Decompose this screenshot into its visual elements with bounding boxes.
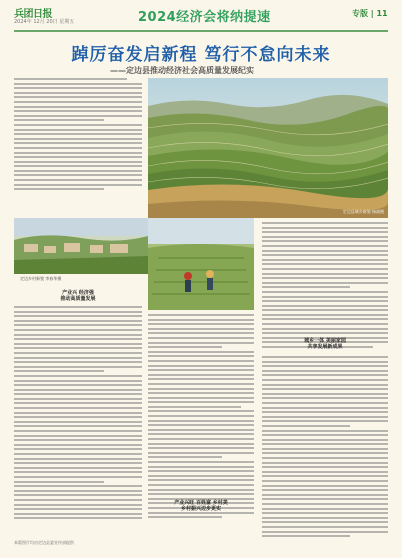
page-footer: 本版图片均由定边县委宣传部提供 <box>14 540 74 545</box>
section-tag: 专版 | 11 <box>352 9 388 18</box>
paper-name: 兵团日报 <box>14 9 52 20</box>
column-3b-text <box>262 356 388 540</box>
subhead-1 <box>14 290 142 302</box>
subhead-2 <box>262 338 388 350</box>
intro-text-block <box>14 78 142 193</box>
farmers-photo <box>148 218 254 310</box>
masthead-rule <box>14 30 388 32</box>
headline: 踔厉奋发启新程 笃行不怠向未来 <box>71 45 331 65</box>
section-banner: 2024经济会将纳提速 <box>138 10 271 25</box>
column-2-text <box>148 314 254 521</box>
subhead-3 <box>148 500 254 512</box>
village-photo <box>14 218 148 274</box>
subhead-3-text: 产业兴旺 百姓富 乡村美 乡村振兴迈步更实 <box>174 500 228 512</box>
column-1-text <box>14 306 142 522</box>
photo-side-credit: 定边乡村新貌 李春华摄 <box>20 276 62 281</box>
photo-main-credit: 定边县城乡新貌 杨斌摄 <box>342 209 384 214</box>
masthead <box>0 0 402 30</box>
date-line: 2024年 12月 20日 星期五 <box>14 19 75 25</box>
subheadline: ——定边县推动经济社会高质量发展纪实 <box>110 66 254 75</box>
subhead-1-text: 产业兴 经济强 推动高质量发展 <box>60 290 96 302</box>
subhead-2-text: 城乡一体 美丽家园 共享发展新成果 <box>304 338 346 350</box>
terraced-fields-photo <box>148 78 388 218</box>
column-3-text <box>262 222 388 351</box>
